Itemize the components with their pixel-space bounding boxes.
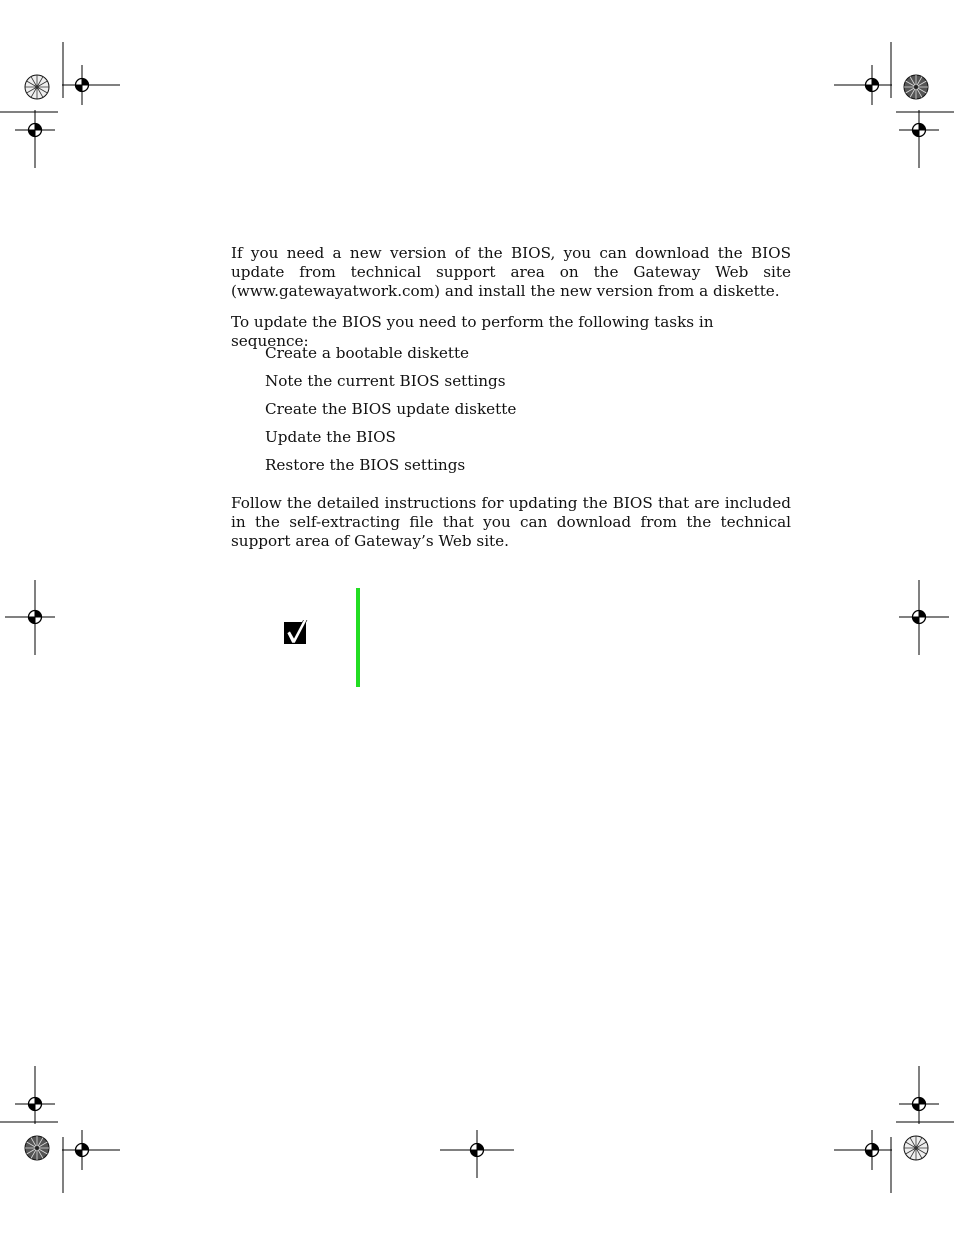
task-list <box>265 344 516 484</box>
intro-paragraph: If you need a new version of the BIOS, you can download the BIOS update from technical support area on the Gateway Web site (www.gatewayatwork.com) and install the new version from a diskette. <box>231 244 791 300</box>
list-item: Create a bootable diskette <box>265 344 470 362</box>
note-bar <box>356 588 360 687</box>
list-item: Note the current BIOS settings <box>265 372 506 390</box>
list-item: Restore the BIOS settings <box>265 456 466 474</box>
list-item: Create the BIOS update diskette <box>265 400 517 418</box>
checkmark-box-icon <box>283 620 309 646</box>
list-item: Update the BIOS <box>265 428 396 446</box>
instructions-paragraph: Follow the detailed instructions for updating the BIOS that are included in the self-extracting file that you can download from the technical support area of Gateway’s Web site. <box>231 494 791 550</box>
tasks-intro-paragraph: To update the BIOS you need to perform the following tasks in sequence: <box>231 313 714 350</box>
